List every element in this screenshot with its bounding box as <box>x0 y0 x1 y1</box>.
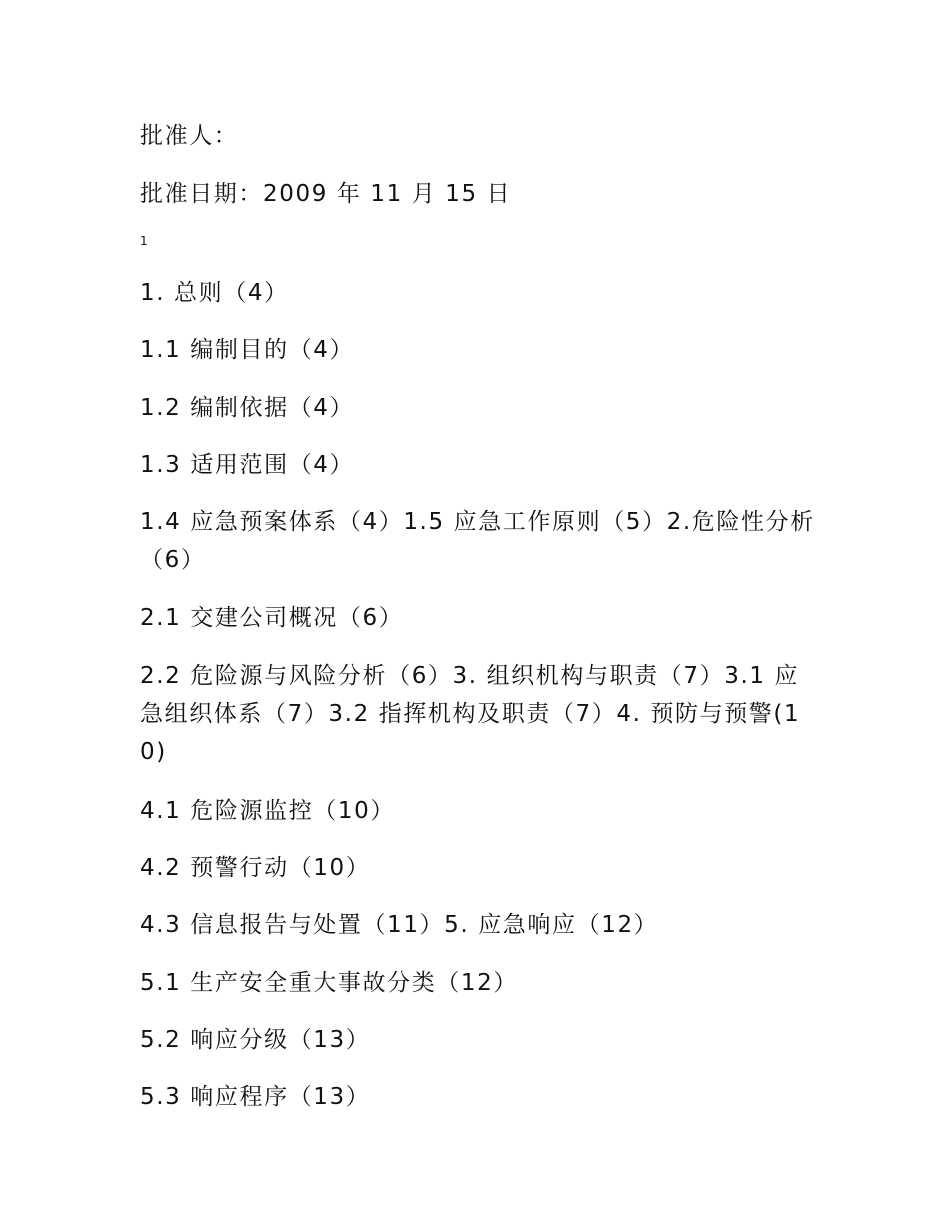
toc-item: 5.2 响应分级（13） <box>140 1027 371 1053</box>
toc-item: 5.3 响应程序（13） <box>140 1084 371 1110</box>
toc-item: 2.2 危险源与风险分析（6）3. 组织机构与职责（7）3.1 应急组织体系（7）3.2 指挥机构及职责（7）4. 预防与预警(10) <box>140 663 801 765</box>
toc-item: 1.4 应急预案体系（4）1.5 应急工作原则（5）2.危险性分析（6） <box>140 509 815 573</box>
toc-item: 1.3 适用范围（4） <box>140 452 355 478</box>
toc-item: 1.2 编制依据（4） <box>140 395 355 421</box>
toc-item: 1.1 编制目的（4） <box>140 337 355 363</box>
toc-item: 4.3 信息报告与处置（11）5. 应急响应（12） <box>140 912 659 938</box>
approver-label: 批准人： <box>140 123 239 149</box>
toc-item: 4.1 危险源监控（10） <box>140 798 395 824</box>
page-number: 1 <box>140 234 148 248</box>
toc-item: 1. 总则（4） <box>140 280 289 306</box>
toc-item: 4.2 预警行动（10） <box>140 855 371 881</box>
toc-item: 5.1 生产安全重大事故分类（12） <box>140 970 518 996</box>
approval-date: 批准日期：2009 年 11 月 15 日 <box>140 181 512 207</box>
toc-item: 2.1 交建公司概况（6） <box>140 605 404 631</box>
